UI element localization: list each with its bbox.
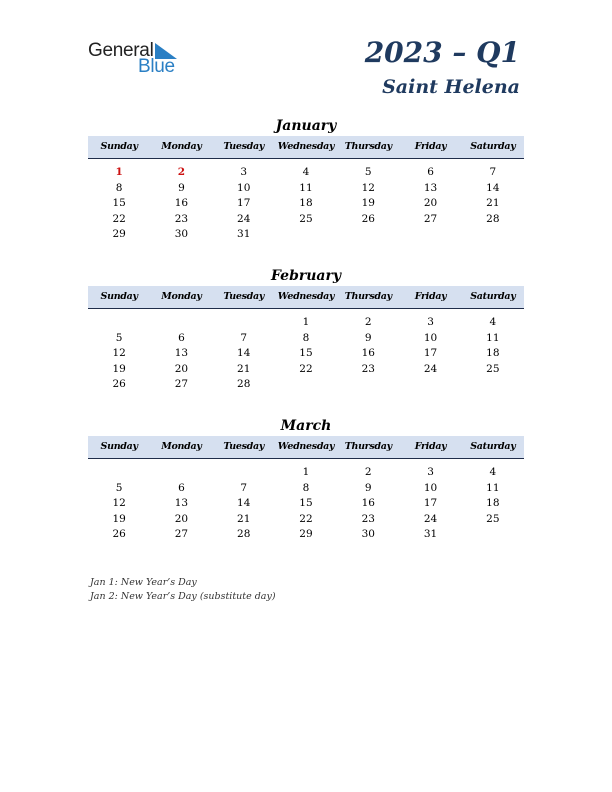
day-cell: 11 bbox=[299, 181, 313, 194]
day-cell: 25 bbox=[299, 212, 313, 225]
month-name: February bbox=[270, 268, 341, 284]
weekday-label: Tuesday bbox=[223, 141, 265, 152]
holiday-note: Jan 2: New Year’s Day (substitute day) bbox=[90, 591, 276, 602]
weekday-label: Wednesday bbox=[277, 441, 335, 452]
day-cell: 3 bbox=[240, 166, 248, 178]
weekday-label: Wednesday bbox=[277, 291, 335, 302]
day-cell bbox=[213, 465, 275, 481]
month-march bbox=[88, 416, 524, 543]
day-cell: 31 bbox=[237, 228, 251, 240]
day-cell: 7 bbox=[240, 331, 248, 344]
weekday-label: Saturday bbox=[470, 291, 516, 302]
week-row bbox=[88, 165, 524, 181]
day-cell: 30 bbox=[174, 228, 189, 240]
day-cell bbox=[462, 227, 524, 243]
day-cell: 6 bbox=[178, 331, 185, 344]
day-cell: 20 bbox=[423, 197, 438, 209]
day-cell: 27 bbox=[174, 378, 189, 390]
day-cell: 20 bbox=[174, 362, 189, 375]
day-cell: 2 bbox=[364, 466, 372, 478]
day-cell: 1 bbox=[302, 316, 310, 328]
day-cell: 8 bbox=[302, 331, 310, 344]
day-cell: 27 bbox=[174, 528, 189, 540]
day-cell: 16 bbox=[174, 197, 189, 209]
day-cell: 3 bbox=[427, 466, 434, 478]
day-cell bbox=[150, 465, 212, 481]
day-cell bbox=[462, 527, 524, 543]
day-cell: 13 bbox=[174, 497, 189, 509]
day-cell: 8 bbox=[115, 181, 123, 194]
day-cell: 18 bbox=[299, 197, 313, 209]
day-cell: 6 bbox=[427, 166, 434, 178]
day-cell bbox=[337, 377, 399, 393]
day-cell: 29 bbox=[299, 528, 313, 540]
weekday-label: Sunday bbox=[100, 141, 138, 152]
day-cell: 25 bbox=[486, 512, 500, 525]
weekday-label: Friday bbox=[414, 291, 447, 302]
day-cell: 17 bbox=[237, 197, 251, 209]
logo-text-general: General bbox=[88, 40, 154, 61]
holiday-notes bbox=[90, 576, 276, 604]
day-cell: 19 bbox=[112, 362, 126, 375]
day-cell bbox=[150, 315, 212, 331]
day-cell: 12 bbox=[112, 497, 126, 509]
holiday-note: Jan 1: New Year’s Day bbox=[90, 577, 197, 588]
day-cell: 10 bbox=[423, 331, 438, 344]
weekday-label: Monday bbox=[161, 141, 202, 152]
day-cell: 28 bbox=[486, 212, 500, 225]
weekday-label: Tuesday bbox=[223, 441, 265, 452]
day-cell: 26 bbox=[112, 378, 126, 390]
day-cell: 7 bbox=[489, 166, 497, 178]
day-cell: 23 bbox=[174, 212, 189, 225]
day-cell: 14 bbox=[237, 347, 251, 359]
day-cell: 22 bbox=[112, 212, 126, 225]
day-cell: 15 bbox=[112, 197, 126, 209]
week-row bbox=[88, 331, 524, 347]
day-cell bbox=[275, 377, 337, 393]
day-cell: 2 bbox=[364, 316, 372, 328]
month-name: January bbox=[275, 118, 337, 134]
weekday-label: Thursday bbox=[344, 441, 392, 452]
day-cell: 19 bbox=[112, 512, 126, 525]
day-cell: 30 bbox=[361, 528, 375, 540]
weekday-label: Wednesday bbox=[277, 141, 335, 152]
week-row bbox=[88, 496, 524, 512]
week-row bbox=[88, 196, 524, 212]
weekday-label: Friday bbox=[414, 141, 447, 152]
day-cell: 16 bbox=[361, 497, 375, 509]
day-cell: 15 bbox=[299, 497, 313, 509]
day-cell: 14 bbox=[486, 181, 500, 194]
day-cell: 12 bbox=[112, 347, 126, 359]
day-cell: 29 bbox=[112, 228, 126, 240]
day-cell: 13 bbox=[174, 347, 189, 359]
day-cell: 27 bbox=[423, 212, 438, 225]
day-cell: 10 bbox=[237, 181, 251, 194]
day-cell: 6 bbox=[178, 481, 185, 494]
day-cell: 17 bbox=[423, 497, 438, 509]
day-cell: 2 bbox=[177, 166, 186, 178]
day-cell: 4 bbox=[489, 316, 497, 328]
weekday-label: Saturday bbox=[470, 141, 516, 152]
week-row bbox=[88, 181, 524, 197]
day-cell bbox=[399, 377, 461, 393]
day-cell: 21 bbox=[237, 512, 251, 525]
weekday-label: Sunday bbox=[100, 291, 138, 302]
weekday-header bbox=[88, 436, 524, 459]
day-cell: 26 bbox=[361, 212, 375, 225]
day-cell: 28 bbox=[237, 378, 251, 390]
month-february bbox=[88, 266, 524, 393]
month-january bbox=[88, 116, 524, 243]
week-row bbox=[88, 362, 524, 378]
day-cell: 11 bbox=[486, 481, 500, 494]
day-cell: 9 bbox=[178, 181, 185, 194]
week-row bbox=[88, 527, 524, 543]
day-cell: 11 bbox=[486, 331, 500, 344]
day-cell: 16 bbox=[361, 347, 375, 359]
logo-text-blue: Blue bbox=[138, 56, 175, 77]
month-grid bbox=[88, 309, 524, 393]
day-cell bbox=[213, 315, 275, 331]
page-subtitle: Saint Helena bbox=[382, 76, 520, 98]
day-cell bbox=[399, 227, 461, 243]
day-cell: 7 bbox=[240, 481, 248, 494]
day-cell: 5 bbox=[364, 166, 372, 178]
day-cell: 24 bbox=[423, 512, 438, 525]
weekday-header bbox=[88, 286, 524, 309]
day-cell: 21 bbox=[486, 197, 500, 209]
day-cell: 28 bbox=[237, 528, 251, 540]
day-cell: 24 bbox=[237, 212, 251, 225]
day-cell: 5 bbox=[115, 481, 123, 494]
day-cell: 18 bbox=[486, 347, 500, 359]
day-cell: 9 bbox=[364, 331, 372, 344]
day-cell: 26 bbox=[112, 528, 126, 540]
day-cell: 17 bbox=[423, 347, 438, 359]
day-cell: 25 bbox=[486, 362, 500, 375]
day-cell: 4 bbox=[489, 466, 497, 478]
day-cell: 21 bbox=[237, 362, 251, 375]
weekday-label: Thursday bbox=[344, 291, 392, 302]
week-row bbox=[88, 481, 524, 497]
day-cell bbox=[88, 315, 150, 331]
week-row bbox=[88, 212, 524, 228]
day-cell: 31 bbox=[423, 528, 438, 540]
week-row bbox=[88, 315, 524, 331]
weekday-label: Saturday bbox=[470, 441, 516, 452]
week-row bbox=[88, 465, 524, 481]
day-cell bbox=[275, 227, 337, 243]
logo bbox=[88, 40, 188, 76]
day-cell: 12 bbox=[361, 181, 375, 194]
day-cell: 10 bbox=[423, 481, 438, 494]
week-row bbox=[88, 346, 524, 362]
day-cell: 15 bbox=[299, 347, 313, 359]
weekday-header bbox=[88, 136, 524, 159]
week-row bbox=[88, 512, 524, 528]
day-cell: 1 bbox=[302, 466, 310, 478]
weekday-label: Friday bbox=[414, 441, 447, 452]
day-cell bbox=[88, 465, 150, 481]
day-cell bbox=[462, 377, 524, 393]
weekday-label: Thursday bbox=[344, 141, 392, 152]
weekday-label: Sunday bbox=[100, 441, 138, 452]
day-cell: 8 bbox=[302, 481, 310, 494]
day-cell: 24 bbox=[423, 362, 438, 375]
week-row bbox=[88, 227, 524, 243]
month-name: March bbox=[280, 418, 332, 434]
day-cell: 5 bbox=[115, 331, 123, 344]
day-cell bbox=[337, 227, 399, 243]
day-cell: 1 bbox=[115, 166, 123, 178]
day-cell: 14 bbox=[237, 497, 251, 509]
day-cell: 23 bbox=[361, 512, 375, 525]
day-cell: 20 bbox=[174, 512, 189, 525]
month-grid bbox=[88, 159, 524, 243]
day-cell: 9 bbox=[364, 481, 372, 494]
day-cell: 4 bbox=[302, 166, 310, 178]
day-cell: 13 bbox=[423, 181, 438, 194]
day-cell: 19 bbox=[361, 197, 375, 209]
day-cell: 3 bbox=[427, 316, 434, 328]
day-cell: 18 bbox=[486, 497, 500, 509]
weekday-label: Tuesday bbox=[223, 291, 265, 302]
day-cell: 22 bbox=[299, 512, 313, 525]
day-cell: 22 bbox=[299, 362, 313, 375]
weekday-label: Monday bbox=[161, 441, 202, 452]
day-cell: 23 bbox=[361, 362, 375, 375]
weekday-label: Monday bbox=[161, 291, 202, 302]
month-grid bbox=[88, 459, 524, 543]
page-title: 2023 – Q1 bbox=[364, 36, 520, 69]
week-row bbox=[88, 377, 524, 393]
